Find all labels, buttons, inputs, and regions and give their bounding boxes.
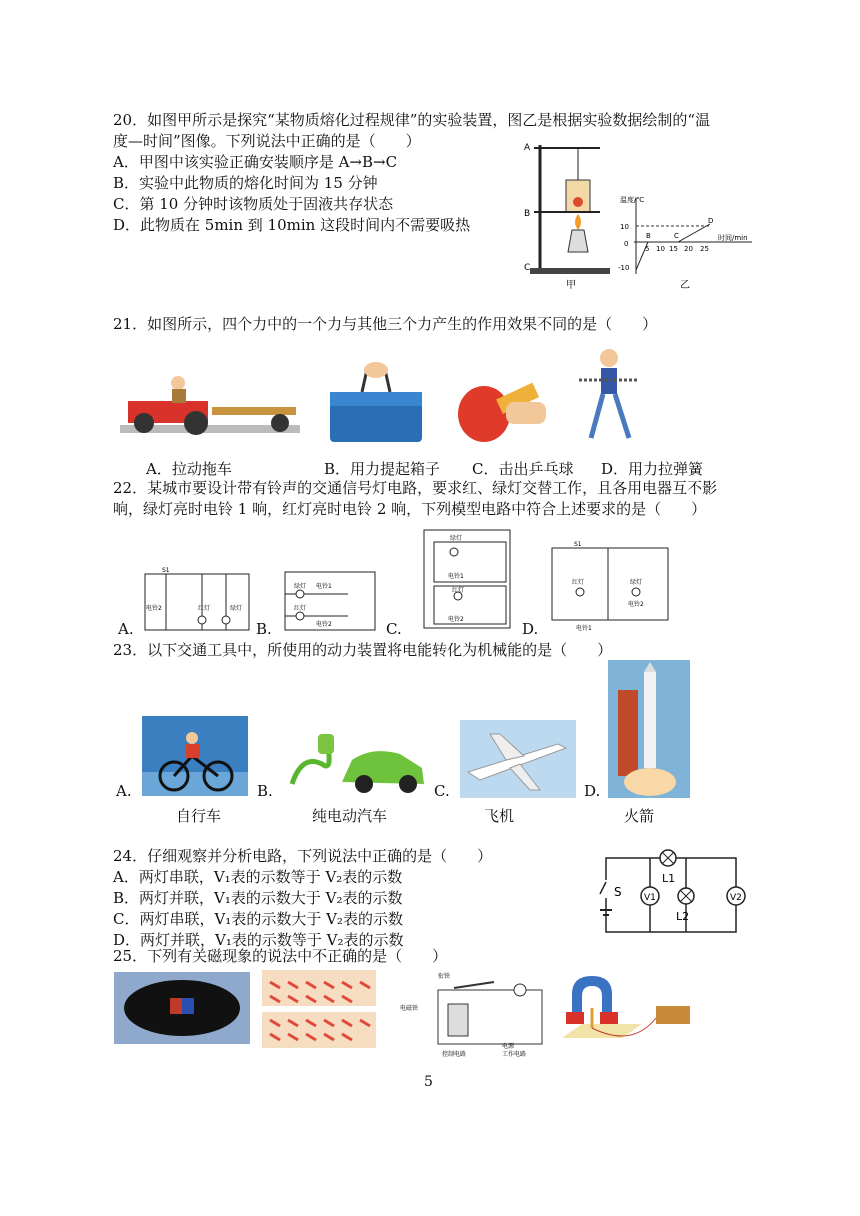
question-24: [113, 846, 492, 951]
stand-label-c: C: [524, 263, 531, 273]
q23-caption-airplane: 飞机: [484, 807, 515, 825]
q23-caption-rocket: 火箭: [624, 807, 655, 825]
q25-relay-circuit-image: [398, 970, 548, 1060]
circuit-b-bell1: 电铃1: [316, 583, 332, 590]
xtick-20: 20: [684, 245, 693, 253]
q23-caption-electric-car: 纯电动汽车: [312, 807, 388, 825]
q23-electric-car-image: [282, 724, 432, 796]
circuit-a-bell2: 电铃2: [146, 605, 162, 612]
circuit-b-green: 绿灯: [294, 583, 307, 590]
relay-magnet-label: 电磁铁: [400, 1005, 419, 1012]
circuit-c-green: 绿灯: [450, 535, 463, 542]
graph-ylabel: 温度/℃: [620, 196, 645, 204]
q22-letter-b: B.: [256, 620, 272, 638]
q24-option-d: D．两灯并联，V₁表的示数等于 V₂表的示数: [113, 931, 404, 949]
circuit-d-s1: S1: [574, 541, 582, 548]
q21-spring-image: [573, 346, 645, 442]
point-d: D: [708, 217, 714, 225]
page-number: 5: [424, 1074, 433, 1090]
circuit-d-bell2: 电铃2: [628, 601, 644, 608]
q22-circuit-b: [280, 564, 380, 636]
circuit-b-bell2: 电铃2: [316, 621, 332, 628]
q20-option-c: C．第 10 分钟时该物质处于固液共存状态: [113, 195, 394, 213]
q22-circuit-a: [140, 564, 255, 636]
q23-letter-d: D.: [584, 782, 601, 800]
q22-stem-line2: 响，绿灯亮时电铃 1 响，红灯亮时电铃 2 响，下列模型电路中符合上述要求的是（ ）: [113, 500, 707, 518]
q24-option-a: A．两灯串联，V₁表的示数等于 V₂表的示数: [113, 868, 403, 886]
q23-letter-a: A.: [116, 782, 132, 800]
relay-control-label: 控制电路: [442, 1051, 467, 1058]
q24-l1: L1: [662, 872, 676, 885]
fig-yi-label: 乙: [680, 280, 690, 290]
circuit-a-green: 绿灯: [230, 605, 243, 612]
circuit-c-bell2: 电铃2: [448, 616, 464, 623]
question-22: [113, 478, 717, 520]
q21-pingpong-image: [454, 372, 546, 446]
q23-stem: 23．以下交通工具中，所使用的动力装置将电能转化为机械能的是（ ）: [113, 641, 613, 659]
q25-stem: 25．下列有关磁现象的说法中不正确的是（ ）: [113, 947, 448, 965]
q23-caption-bicycle: 自行车: [176, 807, 222, 825]
stand-label-b: B: [524, 209, 531, 219]
q22-circuit-c: [414, 524, 514, 632]
q23-letter-b: B.: [257, 782, 273, 800]
q20-option-a: A．甲图中该实验正确安装顺序是 A→B→C: [113, 153, 398, 171]
circuit-c-red: 红灯: [452, 587, 465, 594]
q21-option-a: A．拉动拖车: [146, 460, 232, 478]
point-c: C: [674, 232, 679, 240]
point-b: B: [646, 232, 651, 240]
circuit-a-s1: S1: [162, 567, 170, 574]
q22-letter-c: C.: [386, 620, 402, 638]
q24-option-c: C．两灯串联，V₁表的示数大于 V₂表的示数: [113, 910, 403, 928]
q22-stem-line1: 22．某城市要设计带有铃声的交通信号灯电路，要求红、绿灯交替工作，且各用电器互不影: [113, 479, 718, 497]
q21-option-b: B．用力提起箱子: [324, 460, 441, 478]
q24-v1: V1: [644, 893, 656, 903]
stand-label-a: A: [524, 143, 531, 153]
q25-electromagnetic-induction-image: [552, 968, 700, 1052]
q20-temperature-graph: [614, 190, 754, 290]
xtick-25: 25: [700, 245, 709, 253]
q21-option-c: C．击出乒乓球: [472, 460, 574, 478]
circuit-d-bell1: 电铃1: [576, 625, 592, 632]
ytick-minus10: -10: [618, 264, 630, 272]
ytick-10: 10: [620, 223, 629, 231]
q23-airplane-image: [460, 720, 576, 798]
q24-stem: 24．仔细观察并分析电路，下列说法中正确的是（ ）: [113, 847, 493, 865]
q21-box-image: [328, 360, 424, 446]
q20-stem-line1: 20．如图甲所示是探究“某物质熔化过程规律”的实验装置，图乙是根据实验数据绘制的“温: [113, 111, 711, 129]
q24-v2: V2: [730, 893, 742, 903]
q21-tractor-image: [120, 365, 302, 445]
q22-letter-d: D.: [522, 620, 539, 638]
circuit-a-red: 红灯: [198, 605, 211, 612]
relay-source-label: 电源: [502, 1043, 515, 1050]
q24-switch-s: S: [614, 885, 622, 899]
q23-bicycle-image: [142, 716, 248, 796]
relay-iron-label: 衔铁: [438, 973, 451, 980]
q25-compass-array-image: [262, 970, 376, 1048]
xtick-15: 15: [669, 245, 678, 253]
circuit-d-red: 红灯: [572, 579, 585, 586]
xtick-10: 10: [656, 245, 665, 253]
q20-option-b: B．实验中此物质的熔化时间为 15 分钟: [113, 174, 378, 192]
q21-option-d: D．用力拉弹簧: [601, 460, 704, 478]
graph-xlabel: 时间/min: [718, 234, 748, 242]
fig-jia-label: 甲: [566, 280, 576, 290]
q23-rocket-image: [608, 660, 690, 798]
q24-circuit-figure: [590, 844, 750, 936]
q25-magnet-filings-image: [114, 972, 250, 1044]
ytick-0: 0: [624, 240, 629, 248]
q20-stem-line2: 度—时间”图像。下列说法中正确的是（ ）: [113, 132, 421, 150]
q21-stem: 21．如图所示，四个力中的一个力与其他三个力产生的作用效果不同的是（ ）: [113, 315, 658, 333]
relay-work-label: 工作电路: [502, 1051, 527, 1058]
circuit-b-red: 红灯: [294, 605, 307, 612]
circuit-c-bell1: 电铃1: [448, 573, 464, 580]
q24-option-b: B．两灯并联，V₁表的示数大于 V₂表的示数: [113, 889, 403, 907]
q23-letter-c: C.: [434, 782, 450, 800]
q22-letter-a: A.: [118, 620, 134, 638]
q24-l2: L2: [676, 910, 690, 923]
q22-circuit-d: [548, 540, 674, 632]
circuit-d-green: 绿灯: [630, 579, 643, 586]
xtick-5: 5: [645, 245, 650, 253]
q20-option-d: D．此物质在 5min 到 10min 这段时间内不需要吸热: [113, 216, 471, 234]
